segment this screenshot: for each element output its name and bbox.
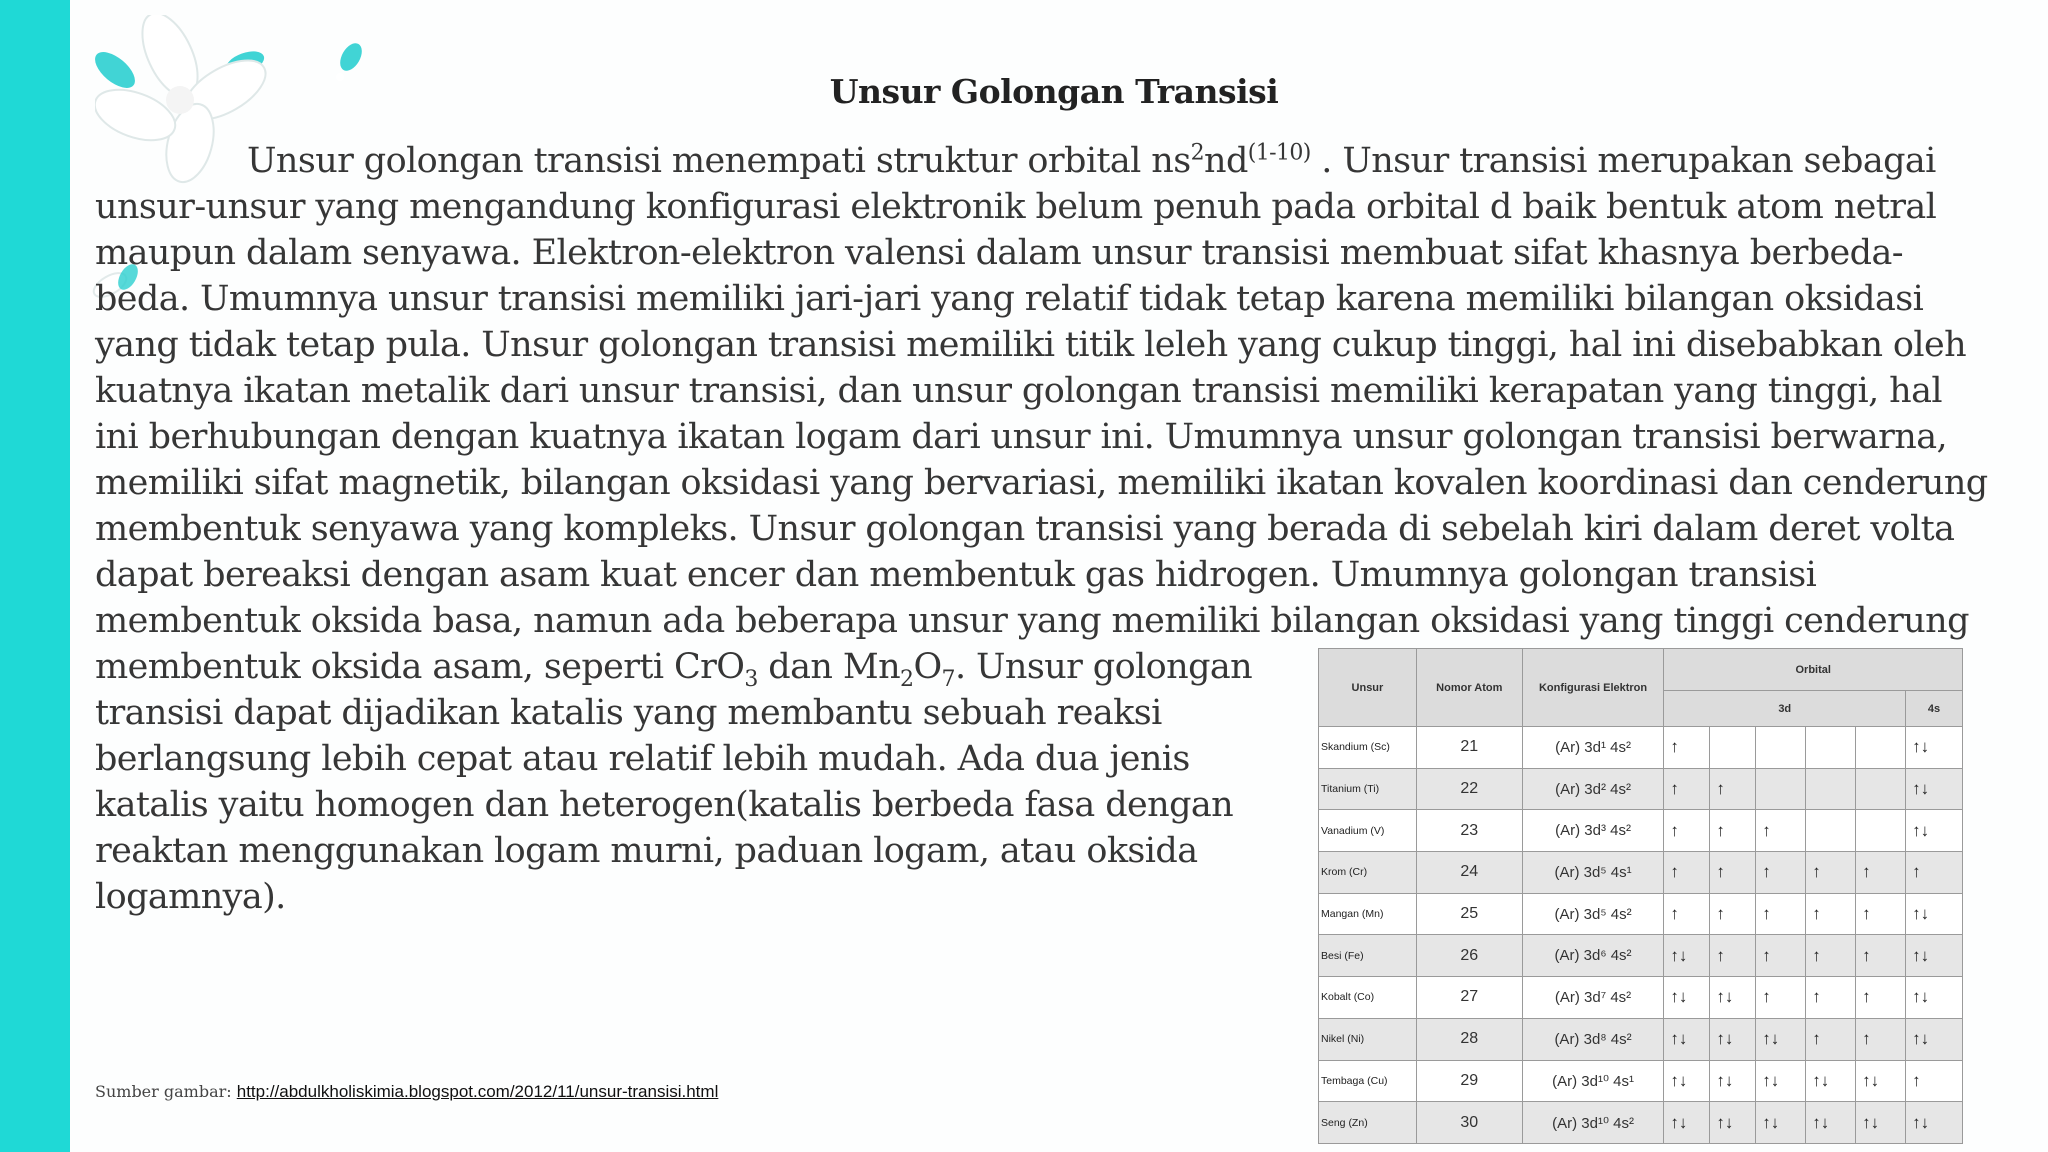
configuration-cell: (Ar) 3d³ 4s² — [1522, 810, 1664, 852]
orbital-4s-cell: ↑↓ — [1906, 727, 1963, 769]
element-name-cell: Vanadium (V) — [1319, 810, 1417, 852]
paragraph-line: membentuk oksida asam, seperti CrO$_3$ dan $Mn_2O_7$. Unsur golongan — [95, 647, 1253, 692]
configuration-cell: (Ar) 3d⁵ 4s² — [1522, 893, 1664, 935]
orbital-3d-cell: ↑↓ — [1806, 1060, 1856, 1102]
orbital-4s-cell: ↑ — [1906, 852, 1963, 894]
orbital-3d-cell — [1806, 727, 1856, 769]
element-name-cell: Nikel (Ni) — [1319, 1018, 1417, 1060]
orbital-3d-cell: ↑ — [1710, 768, 1756, 810]
orbital-3d-cell: ↑ — [1856, 893, 1906, 935]
atomic-number-cell: 28 — [1416, 1018, 1522, 1060]
orbital-3d-cell: ↑↓ — [1710, 1018, 1756, 1060]
element-name-cell: Seng (Zn) — [1319, 1102, 1417, 1144]
paragraph-line: membentuk senyawa yang kompleks. Unsur golongan transisi yang berada di sebelah kiri dalam deret volta — [95, 509, 1955, 549]
element-name-cell: Besi (Fe) — [1319, 935, 1417, 977]
orbital-4s-cell: ↑↓ — [1906, 810, 1963, 852]
orbital-3d-cell — [1856, 810, 1906, 852]
paragraph-line: unsur-unsur yang mengandung konfigurasi elektronik belum penuh pada orbital d baik bentuk atom netral — [95, 187, 1937, 227]
orbital-3d-cell: ↑↓ — [1756, 1018, 1806, 1060]
header-3d: 3d — [1664, 691, 1906, 727]
orbital-3d-cell: ↑ — [1710, 810, 1756, 852]
header-orbital: Orbital — [1664, 649, 1963, 691]
orbital-4s-cell: ↑↓ — [1906, 977, 1963, 1019]
paragraph-line: dapat bereaksi dengan asam kuat encer dan membentuk gas hidrogen. Umumnya golongan transisi — [95, 555, 1817, 595]
paragraph-line: ini berhubungan dengan kuatnya ikatan logam dari unsur ini. Umumnya unsur golongan transisi berwarna, — [95, 417, 1948, 457]
element-name-cell: Krom (Cr) — [1319, 852, 1417, 894]
table-row — [1319, 935, 1963, 977]
orbital-3d-cell — [1806, 768, 1856, 810]
table-row — [1319, 810, 1963, 852]
orbital-3d-cell: ↑↓ — [1756, 1102, 1806, 1144]
source-label: Sumber gambar: — [95, 1082, 237, 1101]
orbital-3d-cell: ↑ — [1806, 1018, 1856, 1060]
orbital-3d-cell — [1710, 727, 1756, 769]
table-row — [1319, 977, 1963, 1019]
orbital-3d-cell — [1806, 810, 1856, 852]
orbital-3d-cell: ↑↓ — [1806, 1102, 1856, 1144]
orbital-4s-cell: ↑↓ — [1906, 1102, 1963, 1144]
table-row — [1319, 727, 1963, 769]
header-4s: 4s — [1906, 691, 1963, 727]
orbital-3d-cell: ↑ — [1856, 935, 1906, 977]
orbital-3d-cell: ↑↓ — [1710, 977, 1756, 1019]
paragraph-line: reaktan menggunakan logam murni, paduan logam, atau oksida — [95, 831, 1198, 871]
table-row — [1319, 852, 1963, 894]
orbital-3d-cell: ↑↓ — [1710, 1060, 1756, 1102]
paragraph-line: katalis yaitu homogen dan heterogen(katalis berbeda fasa dengan — [95, 785, 1234, 825]
orbital-3d-cell: ↑↓ — [1664, 1102, 1710, 1144]
orbital-3d-cell — [1856, 727, 1906, 769]
paragraph-line: memiliki sifat magnetik, bilangan oksidasi yang bervariasi, memiliki ikatan kovalen koordinasi dan cenderung — [95, 463, 1988, 503]
orbital-3d-cell: ↑↓ — [1664, 935, 1710, 977]
configuration-cell: (Ar) 3d⁵ 4s¹ — [1522, 852, 1664, 894]
table-row — [1319, 893, 1963, 935]
table — [1318, 648, 1963, 1144]
orbital-3d-cell: ↑↓ — [1856, 1060, 1906, 1102]
header-konfigurasi: Konfigurasi Elektron — [1522, 649, 1664, 727]
atomic-number-cell: 23 — [1416, 810, 1522, 852]
atomic-number-cell: 27 — [1416, 977, 1522, 1019]
orbital-3d-cell: ↑ — [1664, 810, 1710, 852]
configuration-cell: (Ar) 3d¹ 4s² — [1522, 727, 1664, 769]
configuration-cell: (Ar) 3d⁸ 4s² — [1522, 1018, 1664, 1060]
orbital-3d-cell: ↑ — [1756, 810, 1806, 852]
atomic-number-cell: 25 — [1416, 893, 1522, 935]
header-unsur: Unsur — [1319, 649, 1417, 727]
orbital-4s-cell: ↑↓ — [1906, 893, 1963, 935]
orbital-3d-cell: ↑ — [1664, 893, 1710, 935]
paragraph-line: berlangsung lebih cepat atau relatif lebih mudah. Ada dua jenis — [95, 739, 1190, 779]
page-title: Unsur Golongan Transisi — [829, 72, 1279, 111]
orbital-3d-cell: ↑↓ — [1856, 1102, 1906, 1144]
paragraph-line: membentuk oksida basa, namun ada beberapa unsur yang memiliki bilangan oksidasi yang tinggi cenderung — [95, 601, 1969, 641]
orbital-3d-cell — [1756, 727, 1806, 769]
orbital-3d-cell: ↑ — [1756, 852, 1806, 894]
atomic-number-cell: 30 — [1416, 1102, 1522, 1144]
header-nomor-atom: Nomor Atom — [1416, 649, 1522, 727]
orbital-4s-cell: ↑↓ — [1906, 1018, 1963, 1060]
orbital-3d-cell: ↑ — [1664, 727, 1710, 769]
element-name-cell: Mangan (Mn) — [1319, 893, 1417, 935]
configuration-cell: (Ar) 3d¹⁰ 4s¹ — [1522, 1060, 1664, 1102]
accent-side-bar — [0, 0, 70, 1152]
atomic-number-cell: 26 — [1416, 935, 1522, 977]
configuration-cell: (Ar) 3d⁶ 4s² — [1522, 935, 1664, 977]
orbital-3d-cell — [1756, 768, 1806, 810]
orbital-3d-cell: ↑ — [1856, 1018, 1906, 1060]
orbital-3d-cell: ↑ — [1856, 977, 1906, 1019]
configuration-cell: (Ar) 3d¹⁰ 4s² — [1522, 1102, 1664, 1144]
element-name-cell: Tembaga (Cu) — [1319, 1060, 1417, 1102]
orbital-4s-cell: ↑↓ — [1906, 768, 1963, 810]
paragraph-line: beda. Umumnya unsur transisi memiliki jari-jari yang relatif tidak tetap karena memiliki bilangan oksidasi — [95, 279, 1924, 319]
paragraph-line: logamnya). — [95, 877, 286, 917]
orbital-4s-cell: ↑↓ — [1906, 935, 1963, 977]
orbital-3d-cell: ↑ — [1806, 935, 1856, 977]
orbital-3d-cell: ↑ — [1806, 852, 1856, 894]
orbital-3d-cell: ↑↓ — [1756, 1060, 1806, 1102]
paragraph-line: kuatnya ikatan metalik dari unsur transisi, dan unsur golongan transisi memiliki kerapatan yang tinggi, hal — [95, 371, 1942, 411]
orbital-3d-cell — [1856, 768, 1906, 810]
orbital-3d-cell: ↑ — [1756, 935, 1806, 977]
image-source-caption — [95, 1082, 718, 1102]
orbital-3d-cell: ↑ — [1806, 893, 1856, 935]
orbital-3d-cell: ↑↓ — [1664, 1060, 1710, 1102]
orbital-3d-cell: ↑ — [1664, 852, 1710, 894]
element-name-cell: Titanium (Ti) — [1319, 768, 1417, 810]
paragraph-line: Unsur golongan transisi menempati struktur orbital $ns^2nd^{(1-10)}$ . Unsur transisi merupakan sebagai — [247, 140, 1936, 181]
table-row — [1319, 1018, 1963, 1060]
paragraph-line: transisi dapat dijadikan katalis yang membantu sebuah reaksi — [95, 693, 1162, 733]
electron-configuration-table — [1318, 648, 1963, 1144]
table-row — [1319, 1102, 1963, 1144]
orbital-3d-cell: ↑ — [1710, 893, 1756, 935]
orbital-3d-cell: ↑ — [1756, 977, 1806, 1019]
orbital-3d-cell: ↑ — [1664, 768, 1710, 810]
element-name-cell: Kobalt (Co) — [1319, 977, 1417, 1019]
atomic-number-cell: 29 — [1416, 1060, 1522, 1102]
table-row — [1319, 1060, 1963, 1102]
orbital-3d-cell: ↑ — [1756, 893, 1806, 935]
orbital-3d-cell: ↑ — [1710, 935, 1756, 977]
configuration-cell: (Ar) 3d⁷ 4s² — [1522, 977, 1664, 1019]
element-name-cell: Skandium (Sc) — [1319, 727, 1417, 769]
orbital-3d-cell: ↑ — [1806, 977, 1856, 1019]
source-link[interactable]: http://abdulkholiskimia.blogspot.com/2012/11/unsur-transisi.html — [236, 1082, 719, 1101]
orbital-3d-cell: ↑ — [1710, 852, 1756, 894]
orbital-3d-cell: ↑↓ — [1664, 1018, 1710, 1060]
orbital-3d-cell: ↑↓ — [1710, 1102, 1756, 1144]
atomic-number-cell: 22 — [1416, 768, 1522, 810]
orbital-3d-cell: ↑ — [1856, 852, 1906, 894]
paragraph-line: maupun dalam senyawa. Elektron-elektron valensi dalam unsur transisi membuat sifat khasnya berbeda- — [95, 233, 1903, 273]
paragraph-line: yang tidak tetap pula. Unsur golongan transisi memiliki titik leleh yang cukup tinggi, hal ini disebabkan oleh — [95, 325, 1967, 365]
configuration-cell: (Ar) 3d² 4s² — [1522, 768, 1664, 810]
table-row — [1319, 768, 1963, 810]
orbital-3d-cell: ↑↓ — [1664, 977, 1710, 1019]
atomic-number-cell: 24 — [1416, 852, 1522, 894]
atomic-number-cell: 21 — [1416, 727, 1522, 769]
orbital-4s-cell: ↑ — [1906, 1060, 1963, 1102]
